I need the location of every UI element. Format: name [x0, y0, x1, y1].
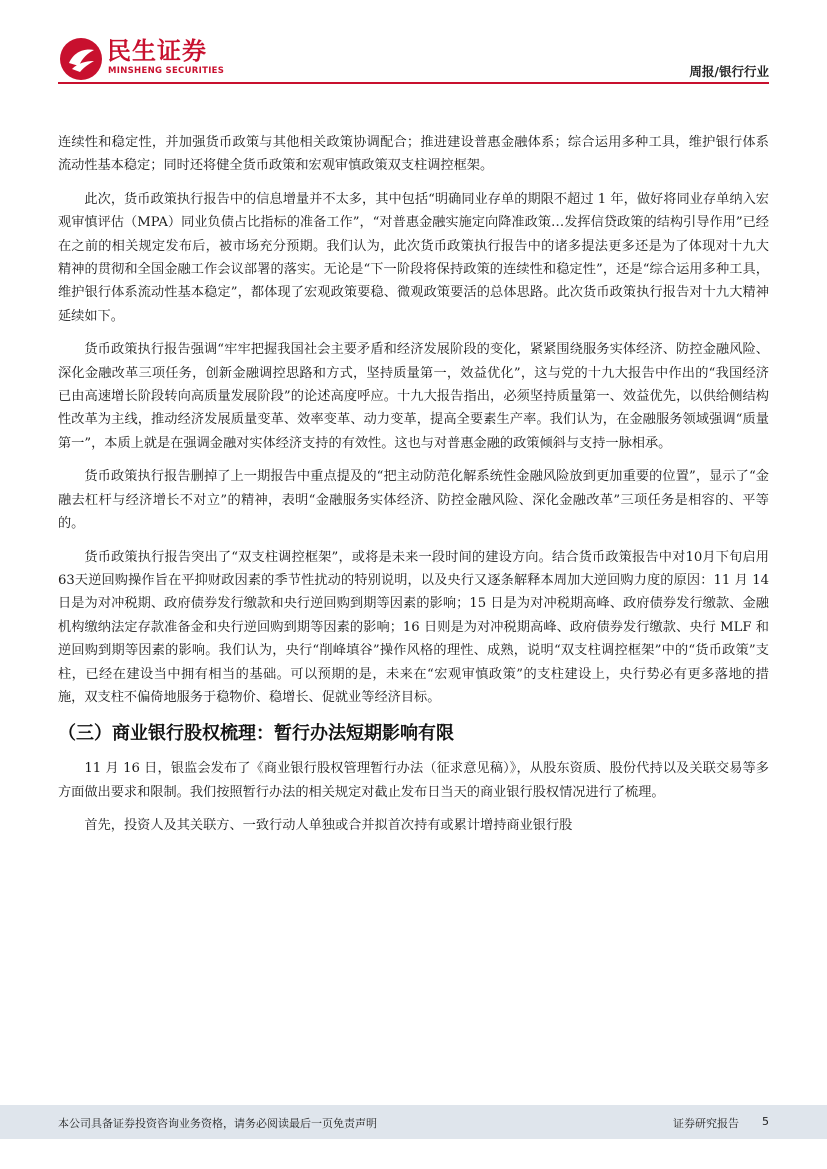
footer-report-type: 证券研究报告: [673, 1117, 739, 1130]
page-number: 5: [762, 1115, 769, 1128]
footer-disclaimer: 本公司具备证券投资咨询业务资格，请务必阅读最后一页免责声明: [58, 1117, 377, 1130]
header-divider: [58, 82, 769, 84]
report-body: [58, 131, 769, 848]
minsheng-logo-icon: [58, 36, 104, 82]
brand-name-en: MINSHENG SECURITIES: [108, 66, 225, 76]
paragraph: 此次，货币政策执行报告中的信息增量并不太多，其中包括“明确同业存单的期限不超过 1 年，做好将同业存单纳入宏观审慎评估（MPA）同业负债占比指标的准备工作”，“对普惠金融实施定向降准政策…发挥信贷政策的结构引导作用”已经在之前的相关规定发布后，被市场充分预期。我们认为，此次货币政策执行报告中的诸多提法更多还是为了体现对十九大精神的贯彻和全国金融工作会议部署的落实。无论是“下一阶段将保持政策的连续性和稳定性”，还是“综合运用多种工具，维护银行体系流动性基本稳定”，都体现了宏观政策要稳、微观政策要活的总体思路。此次货币政策执行报告对十九大精神延续如下。: [58, 191, 769, 324]
paragraph: 货币政策执行报告强调“牢牢把握我国社会主要矛盾和经济发展阶段的变化，紧紧围绕服务实体经济、防控金融风险、深化金融改革三项任务，创新金融调控思路和方式，坚持质量第一，效益优化”，这与党的十九大报告中作出的“我国经济已由高速增长阶段转向高质量发展阶段”的论述高度呼应。十九大报告指出，必须坚持质量第一、效益优先，以供给侧结构性改革为主线，推动经济发展质量变革、效率变革、动力变革，提高全要素生产率。我们认为，在金融服务领域强调“质量第一”，本质上就是在强调金融对实体经济支持的有效性。这也与对普惠金融的政策倾斜与支持一脉相承。: [58, 342, 769, 451]
section-heading: （三）商业银行股权梳理：暂行办法短期影响有限: [58, 723, 454, 745]
paragraph: 首先，投资人及其关联方、一致行动人单独或合并拟首次持有或累计增持商业银行股: [84, 818, 573, 834]
page-header: [0, 0, 827, 84]
paragraph: 货币政策执行报告删掉了上一期报告中重点提及的“把主动防范化解系统性金融风险放到更加重要的位置”，显示了“金融去杠杆与经济增长不对立”的精神，表明“金融服务实体经济、防控金融风险、深化金融改革”三项任务是相容的、平等的。: [58, 469, 769, 532]
report-category: 周报/银行行业: [689, 64, 769, 79]
brand-name-cn: 民生证券: [107, 37, 207, 65]
paragraph: 货币政策执行报告突出了“双支柱调控框架”，或将是未来一段时间的建设方向。结合货币政策报告中对10月下旬启用63天逆回购操作旨在平抑财政因素的季节性扰动的特别说明，以及央行又逐条解释本周加大逆回购力度的原因：11 月 14 日是为对冲税期、政府债券发行缴款和央行逆回购到期等因素的影响；15 日是为对冲税期高峰、政府债券发行缴款、金融机构缴纳法定存款准备金和央行逆回购到期等因素的影响；16 日则是为对冲税期高峰、政府债券发行缴款、央行 MLF 和逆回购到期等因素的影响。我们认为，央行“削峰填谷”操作风格的理性、成熟，说明“双支柱调控框架”中的“货币政策”支柱，已经在建设当中拥有相当的基础。可以预期的是，未来在“宏观审慎政策”的支柱建设上，央行势必有更多落地的措施，双支柱不偏倚地服务于稳物价、稳增长、促就业等经济目标。: [58, 549, 769, 705]
paragraph: 连续性和稳定性，并加强货币政策与其他相关政策协调配合；推进建设普惠金融体系；综合运用多种工具，维护银行体系流动性基本稳定；同时还将健全货币政策和宏观审慎政策双支柱调控框架。: [58, 135, 769, 174]
paragraph: 11 月 16 日，银监会发布了《商业银行股权管理暂行办法（征求意见稿）》，从股东资质、股份代持以及关联交易等多方面做出要求和限制。我们按照暂行办法的相关规定对截止发布日当天的商业银行股权情况进行了梳理。: [58, 761, 769, 800]
page-footer: [0, 1105, 827, 1139]
